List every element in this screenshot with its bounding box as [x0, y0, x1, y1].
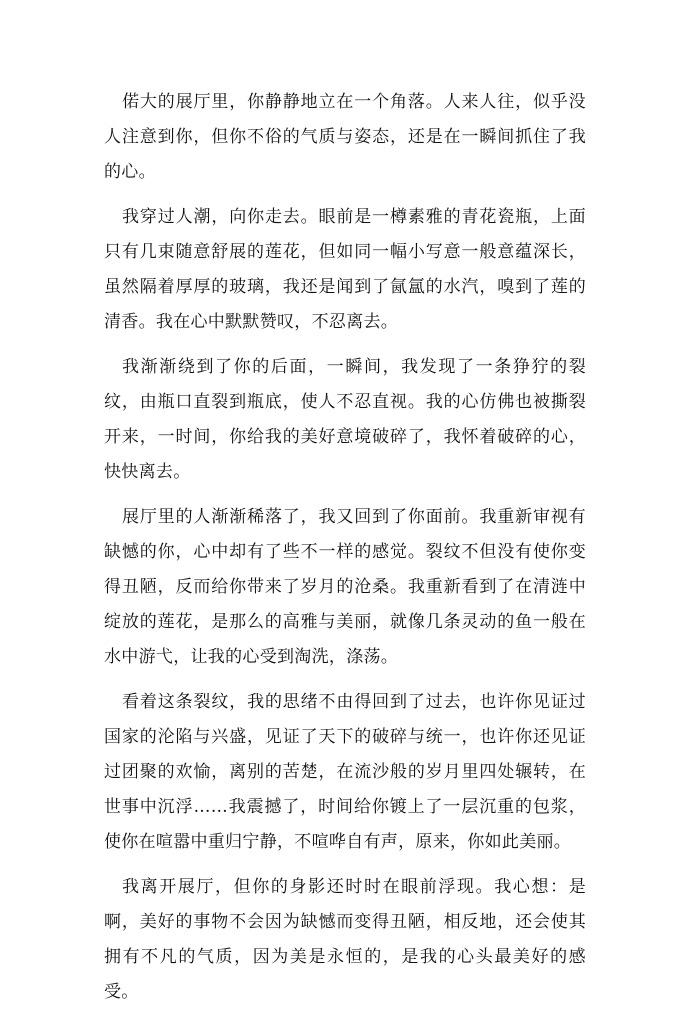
paragraph-3: 我渐渐绕到了你的后面，一瞬间，我发现了一条狰狞的裂纹，由瓶口直裂到瓶底，使人不忍直视。我的心仿佛也被撕裂开来，一时间，你给我的美好意境破碎了，我怀着破碎的心，快快离去。 — [104, 357, 586, 482]
paragraph-1: 偌大的展厅里，你静静地立在一个角落。人来人往，似乎没人注意到你，但你不俗的气质与姿态，还是在一瞬间抓住了我的心。 — [104, 92, 586, 182]
paragraph-6: 我离开展厅，但你的身影还时时在眼前浮现。我心想：是啊，美好的事物不会因为缺憾而变得丑陋，相反地，还会使其拥有不凡的气质，因为美是永恒的，是我的心头最美好的感受。 — [104, 877, 586, 1002]
paragraph-4: 展厅里的人渐渐稀落了，我又回到了你面前。我重新审视有缺憾的你，心中却有了些不一样的感觉。裂纹不但没有使你变得丑陋，反而给你带来了岁月的沧桑。我重新看到了在清涟中绽放的莲花，是那么的高雅与美丽，就像几条灵动的鱼一般在水中游弋，让我的心受到淘洗，涤荡。 — [104, 507, 586, 667]
paragraph-2: 我穿过人潮，向你走去。眼前是一樽素雅的青花瓷瓶，上面只有几束随意舒展的莲花，但如同一幅小写意一般意蕴深长，虽然隔着厚厚的玻璃，我还是闻到了氤氲的水汽，嗅到了莲的清香。我在心中默默赞叹，不忍离去。 — [104, 207, 586, 332]
paragraph-5: 看着这条裂纹，我的思绪不由得回到了过去，也许你见证过国家的沦陷与兴盛，见证了天下的破碎与统一，也许你还见证过团聚的欢愉，离别的苦楚，在流沙般的岁月里四处辗转，在世事中沉浮……我震撼了，时间给你镀上了一层沉重的包浆，使你在喧嚣中重归宁静，不喧哗自有声，原来，你如此美丽。 — [104, 692, 586, 852]
essay-body — [104, 85, 586, 1020]
